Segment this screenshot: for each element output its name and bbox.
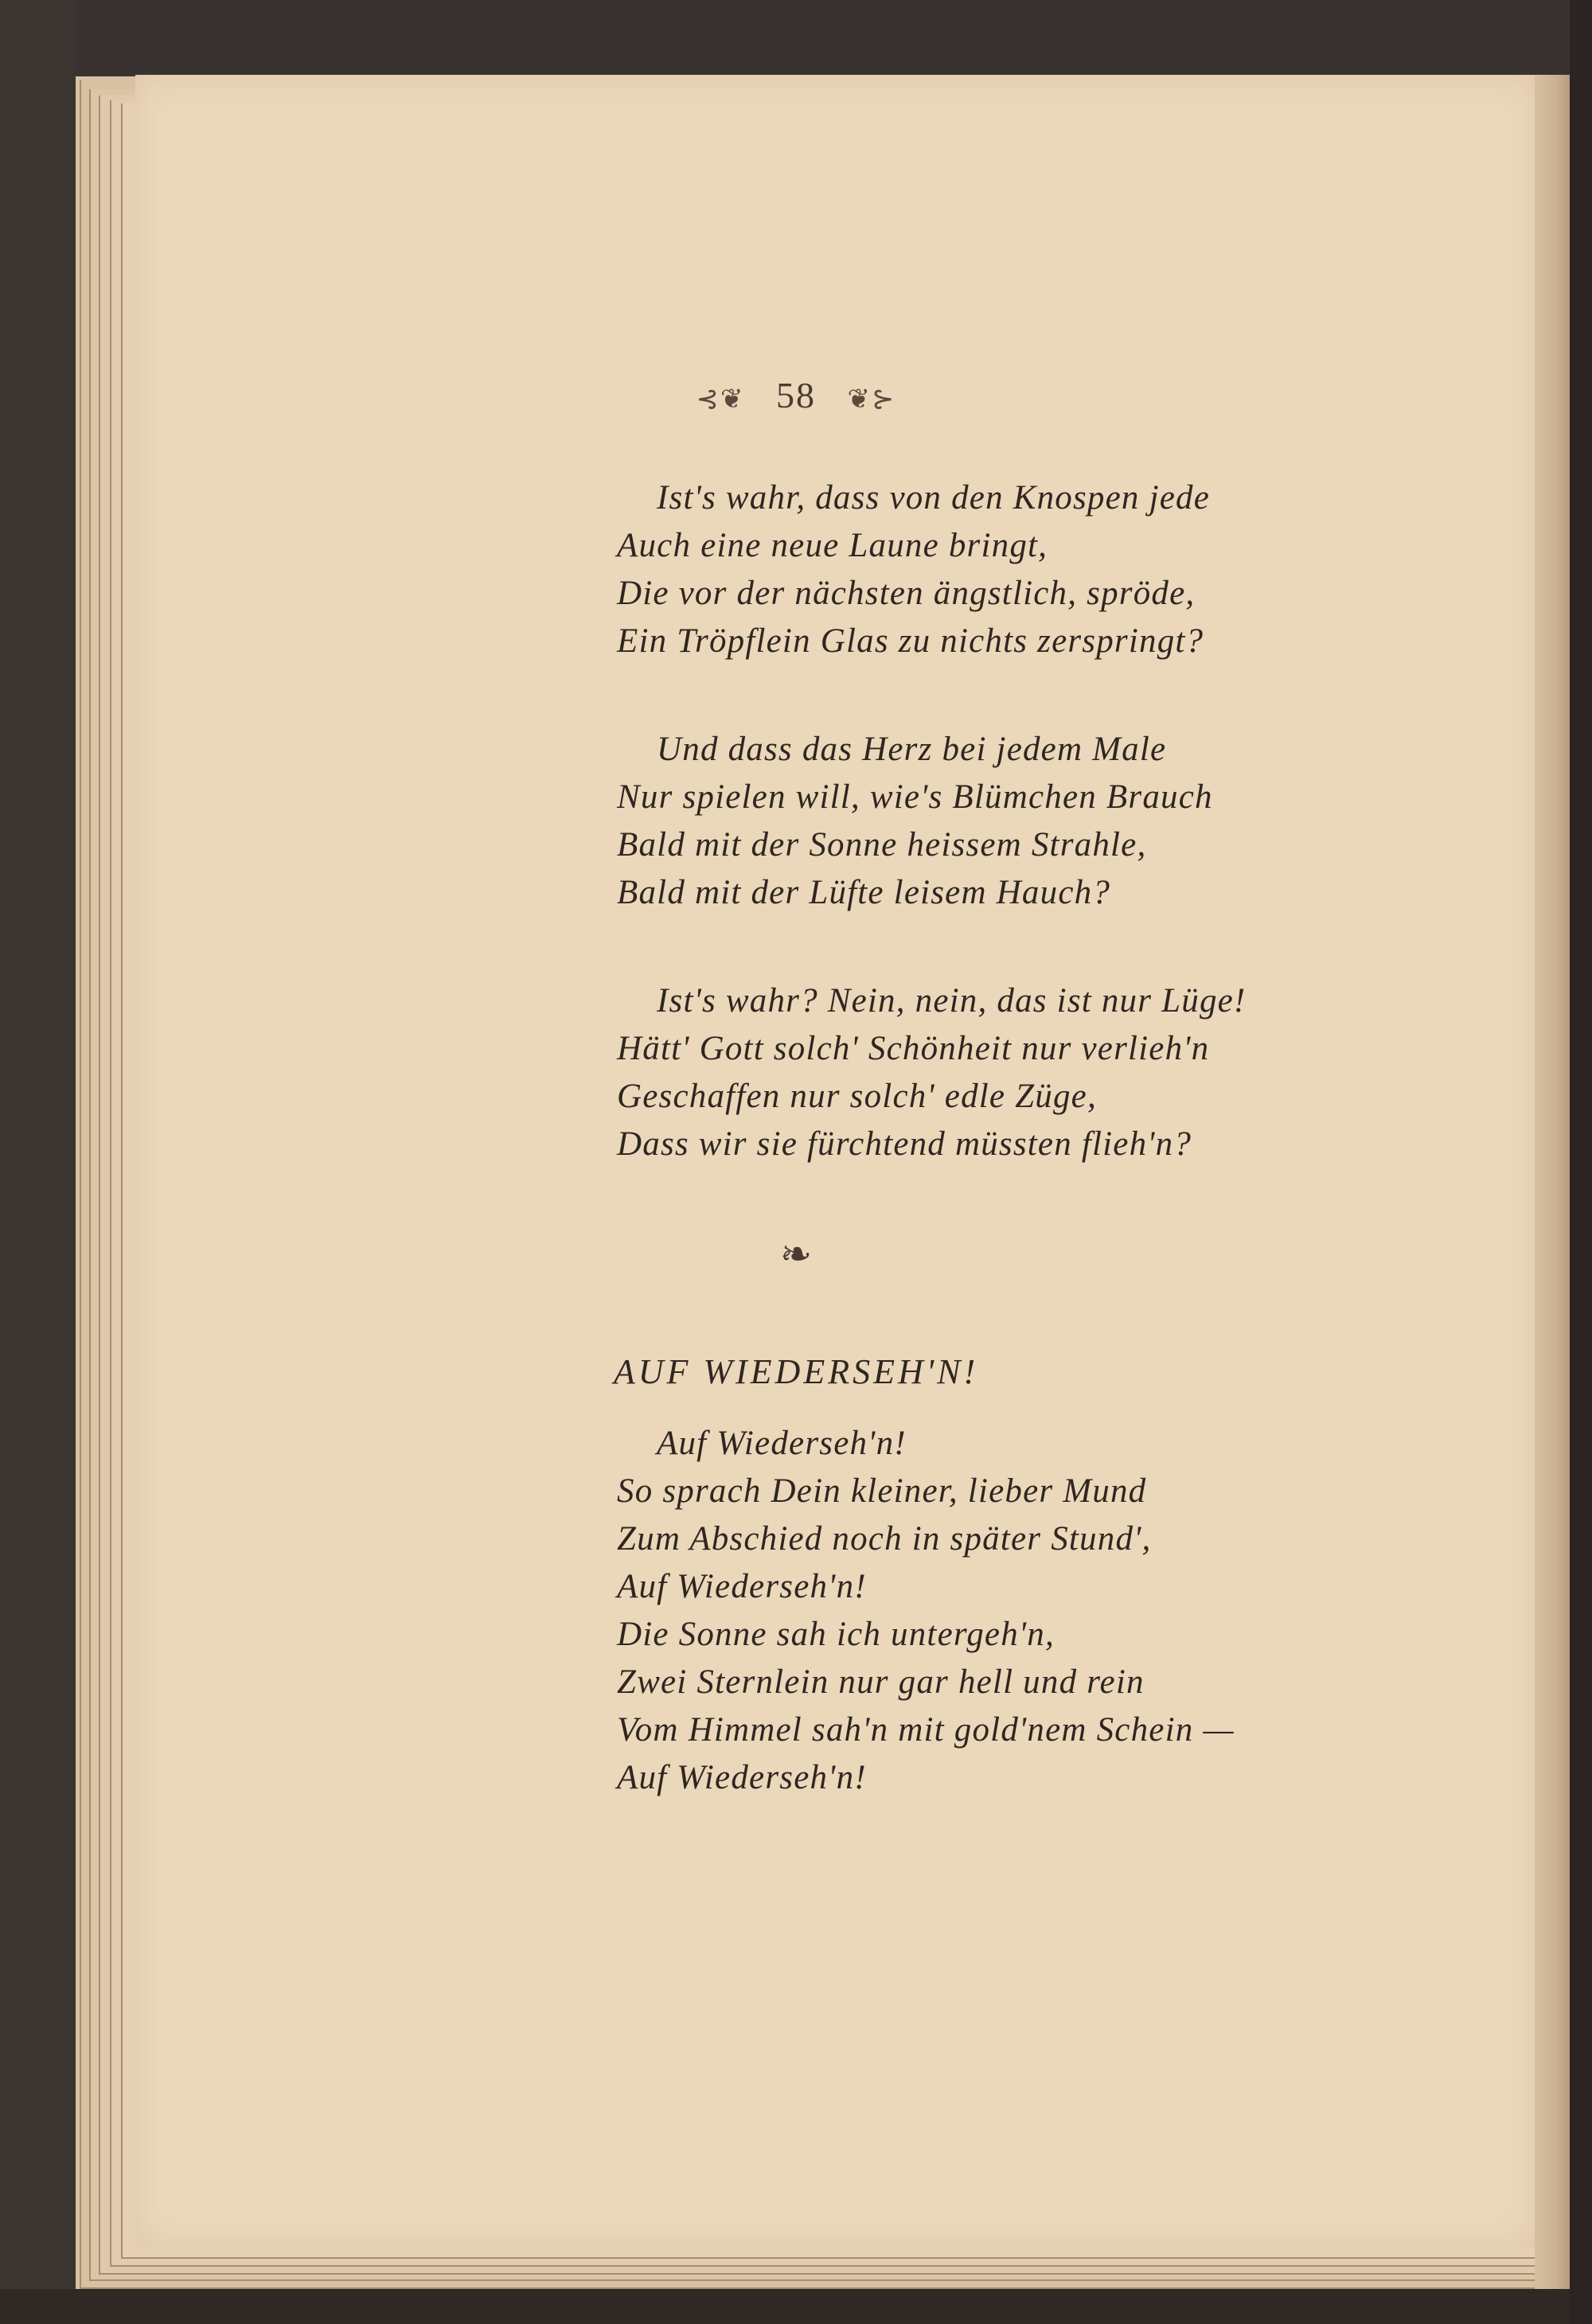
verse-line: Die Sonne sah ich untergeh'n, (617, 1616, 1055, 1653)
scan-border-bottom (0, 2289, 1592, 2324)
verse-line: Auf Wiederseh'n! (617, 1759, 867, 1796)
verse-line: Auf Wiederseh'n! (657, 1425, 907, 1462)
verse-line: Ist's wahr? Nein, nein, das ist nur Lüge! (657, 982, 1247, 1020)
verse-line: Auch eine neue Laune bringt, (617, 527, 1048, 564)
verse-line: Auf Wiederseh'n! (617, 1568, 867, 1605)
scan-border-left (0, 0, 76, 2324)
stanza-1 (617, 474, 1413, 665)
scan-border-top (0, 0, 1592, 76)
verse-line: Zwei Sternlein nur gar hell und rein (617, 1663, 1145, 1701)
verse-line: Die vor der nächsten ängstlich, spröde, (617, 575, 1196, 612)
verse-line: So sprach Dein kleiner, lieber Mund (617, 1472, 1147, 1510)
poem-2-body (617, 1420, 1413, 1802)
left-ornament-icon: ⊰❦ (696, 384, 745, 415)
verse-line: Ist's wahr, dass von den Knospen jede (657, 479, 1210, 517)
scan-border-right (1570, 0, 1592, 2324)
verse-line: Hätt' Gott solch' Schönheit nur verlieh'n (617, 1030, 1210, 1067)
verse-line: Dass wir sie fürchtend müssten flieh'n? (617, 1125, 1192, 1163)
stanza-3 (617, 977, 1413, 1168)
verse-line: Ein Tröpflein Glas zu nichts zerspringt? (617, 622, 1204, 660)
verse-line: Bald mit der Sonne heissem Strahle, (617, 826, 1147, 864)
floral-vignette-icon: ❧ (779, 1234, 813, 1276)
verse-line: Bald mit der Lüfte leisem Hauch? (617, 874, 1111, 911)
verse-line: Und dass das Herz bei jedem Male (657, 731, 1167, 768)
verse-line: Nur spielen will, wie's Blümchen Brauch (617, 778, 1213, 816)
verse-line: Vom Himmel sah'n mit gold'nem Schein — (617, 1711, 1235, 1749)
page-header (0, 374, 1592, 416)
verse-line: Geschaffen nur solch' edle Züge, (617, 1078, 1097, 1115)
page-number: 58 (776, 375, 816, 415)
poem-title: AUF WIEDERSEH'N! (613, 1352, 979, 1391)
stanza-2 (617, 726, 1413, 917)
right-ornament-icon: ❦⊱ (847, 384, 896, 415)
verse-line: Zum Abschied noch in später Stund', (617, 1520, 1152, 1558)
